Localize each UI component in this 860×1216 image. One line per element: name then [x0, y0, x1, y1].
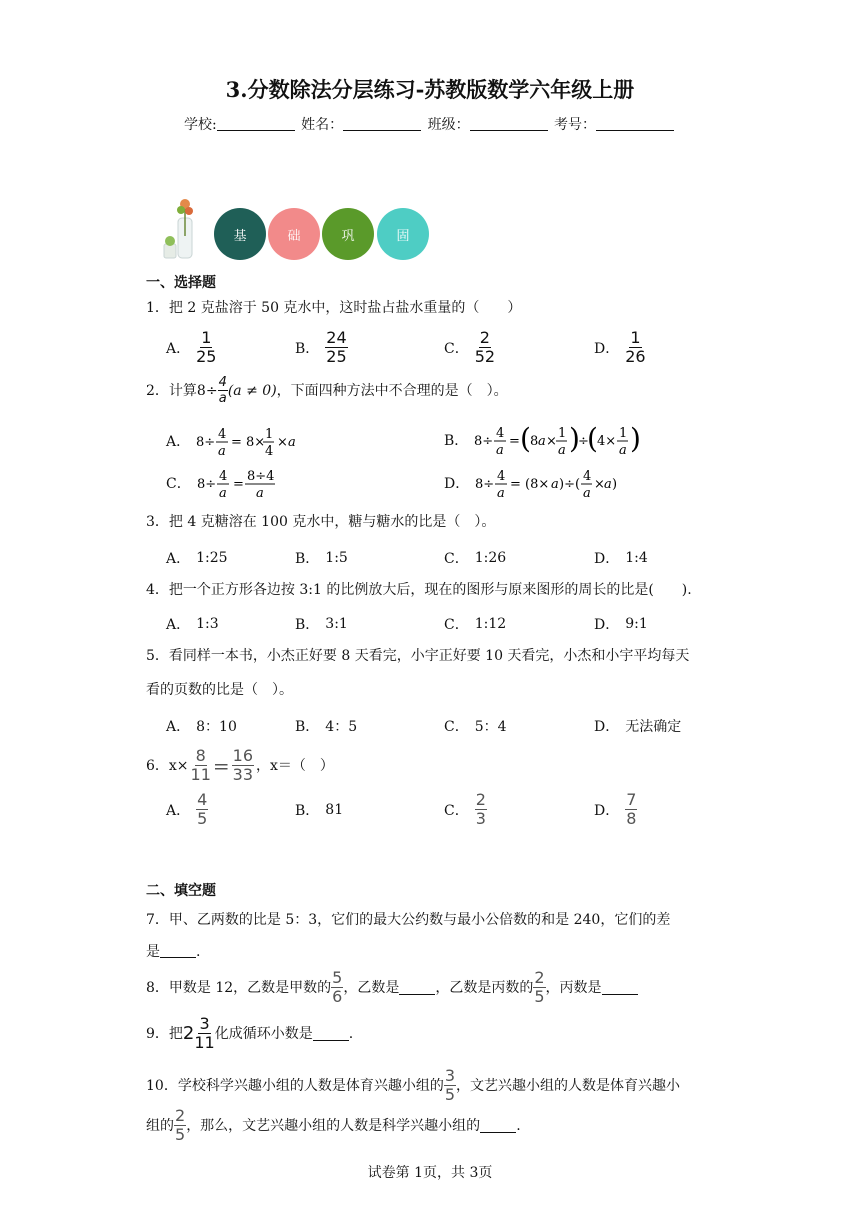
- q1-option-c[interactable]: [444, 330, 495, 365]
- svg-text:a: a: [255, 486, 264, 500]
- svg-text:×: ×: [546, 434, 558, 449]
- option-value: 1:3: [196, 616, 219, 632]
- option-value: 无法确定: [625, 719, 682, 735]
- exam-number-label: 考号：: [554, 117, 597, 133]
- option-label: C．: [444, 802, 469, 819]
- svg-text:4: 4: [496, 426, 505, 441]
- option-value: 4：5: [325, 719, 358, 735]
- svg-text:a: a: [619, 443, 628, 458]
- svg-text:a: a: [558, 443, 567, 458]
- fraction: [625, 330, 645, 365]
- svg-text:= 8×: = 8×: [231, 435, 266, 450]
- q2-option-d[interactable]: [444, 466, 625, 500]
- question-1: 1．把 2 克盐溶于 50 克水中，这时盐占盐水重量的（ ）: [146, 300, 522, 316]
- q5-option-d[interactable]: [594, 716, 681, 736]
- svg-text:a: a: [497, 486, 505, 500]
- q6-option-c[interactable]: [444, 792, 487, 827]
- svg-text:a: a: [604, 477, 612, 492]
- numerator: 2: [475, 790, 486, 809]
- option-label: C．: [444, 719, 469, 735]
- q3-option-c[interactable]: [444, 548, 506, 568]
- q6-option-d[interactable]: [594, 792, 637, 827]
- denominator: 25: [196, 347, 217, 366]
- q9-text-2: 化成循环小数是: [214, 1025, 313, 1042]
- denominator: 25: [326, 347, 347, 366]
- question-10-line-1: [146, 1068, 680, 1103]
- fraction: [191, 748, 211, 783]
- q6-suffix: ，x＝（ ）: [256, 757, 334, 774]
- exam-number-blank[interactable]: [596, 116, 674, 131]
- svg-text:a: a: [288, 435, 296, 450]
- svg-text:8: 8: [530, 434, 539, 449]
- q2-option-c[interactable]: [166, 466, 287, 500]
- option-value: 1:4: [625, 550, 648, 566]
- option-label: A．: [166, 340, 191, 357]
- question-4: 4．把一个正方形各边按 3:1 的比例放大后，现在的图形与原来图形的周长的比是( ).: [146, 582, 692, 598]
- svg-text:=: =: [509, 434, 521, 449]
- svg-text:1: 1: [265, 427, 274, 442]
- svg-text:×: ×: [594, 477, 606, 492]
- banner-circle-3: [322, 208, 374, 260]
- numerator: 4: [218, 375, 227, 390]
- school-label: 学校:: [183, 117, 217, 133]
- fraction: [196, 792, 208, 827]
- option-label: D．: [594, 340, 620, 357]
- q2-suffix: ，下面四种方法中不合理的是（ ）。: [276, 382, 508, 399]
- option-label: D．: [444, 476, 470, 492]
- question-5-line-1: 5．看同样一本书，小杰正好要 8 天看完，小宇正好要 10 天看完，小杰和小宇平均每天: [146, 648, 690, 664]
- svg-text:(: (: [587, 422, 599, 455]
- q2-option-a[interactable]: [166, 424, 306, 458]
- mixed-number: [183, 1016, 215, 1051]
- numerator: 3: [199, 1014, 210, 1033]
- denominator: 26: [625, 347, 646, 366]
- q3-option-b[interactable]: [295, 548, 348, 568]
- denominator: 52: [474, 347, 496, 366]
- q3-option-a[interactable]: [166, 548, 228, 568]
- svg-text:(: (: [520, 422, 532, 455]
- q5-option-c[interactable]: [444, 716, 507, 736]
- numerator: 8: [195, 746, 206, 765]
- numerator: 4: [197, 790, 208, 809]
- svg-text:): ): [569, 422, 581, 455]
- denominator: 3: [475, 809, 486, 828]
- option-label: C．: [444, 617, 469, 633]
- option-label: B．: [444, 433, 469, 449]
- denominator: 33: [232, 765, 254, 784]
- option-value: 1:12: [474, 616, 507, 632]
- q6-option-a[interactable]: [166, 792, 208, 827]
- banner-circle-4: [377, 208, 429, 260]
- option-value: 1:26: [474, 550, 507, 566]
- q8-text-1: 8．甲数是 12，乙数是甲数的: [146, 979, 332, 996]
- denominator: a: [218, 391, 227, 406]
- numerator: 2: [479, 328, 490, 347]
- svg-text:a: a: [218, 444, 226, 458]
- q4-option-c[interactable]: [444, 614, 506, 634]
- fraction: [331, 970, 343, 1005]
- q10-text-1: 10．学校科学兴趣小组的人数是体育兴趣小组的: [146, 1077, 444, 1094]
- q4-option-b[interactable]: [295, 614, 348, 634]
- fraction: [218, 376, 228, 405]
- q10-text-4: ，那么，文艺兴趣小组的人数是科学兴趣小组的: [186, 1117, 481, 1134]
- denominator: 11: [194, 1033, 215, 1052]
- svg-text:=: =: [232, 477, 244, 492]
- q4-option-d[interactable]: [594, 614, 648, 634]
- question-5-line-2: 看的页数的比是（ ）。: [146, 682, 293, 698]
- q2-option-b[interactable]: [444, 420, 644, 460]
- option-label: B．: [295, 617, 320, 633]
- option-label: C．: [166, 476, 191, 492]
- student-info-line: [0, 114, 860, 134]
- option-value: 1:25: [196, 550, 228, 566]
- option-label: B．: [295, 340, 320, 357]
- page-footer: 试卷第 1页，共 3页: [367, 1165, 493, 1181]
- svg-text:a: a: [583, 486, 591, 500]
- option-label: B．: [295, 719, 320, 735]
- question-7-line-1: 7．甲、乙两数的比是 5：3，它们的最大公约数与最小公倍数的和是 240，它们的差: [146, 912, 671, 928]
- option-label: C．: [444, 340, 469, 357]
- q8-text-4: ，丙数是: [545, 979, 602, 996]
- svg-text:4: 4: [218, 469, 227, 484]
- svg-text:×: ×: [277, 435, 289, 450]
- fraction: [625, 792, 637, 827]
- class-blank[interactable]: [470, 116, 548, 131]
- svg-text:8÷: 8÷: [196, 435, 216, 450]
- q10-text-3: 组的: [146, 1117, 174, 1134]
- banner-label-3: 巩: [341, 228, 355, 244]
- denominator: 11: [190, 765, 211, 784]
- q5-option-b[interactable]: [295, 716, 357, 736]
- formula-d: [475, 466, 625, 500]
- class-label: 班级：: [427, 117, 470, 133]
- numerator: 1: [630, 328, 641, 347]
- numerator: 24: [326, 328, 347, 347]
- plant-vase-icon: [160, 196, 200, 262]
- option-label: D．: [594, 551, 620, 567]
- answer-blank[interactable]: [313, 1026, 349, 1041]
- option-label: D．: [594, 617, 620, 633]
- q5-option-a[interactable]: [166, 716, 237, 736]
- svg-text:a: a: [551, 477, 559, 492]
- banner-circle-2: [268, 208, 320, 260]
- svg-text:a: a: [218, 486, 227, 500]
- q2-condition: (a ≠ 0): [227, 382, 277, 399]
- svg-text:1: 1: [558, 426, 567, 441]
- svg-text:a: a: [538, 434, 547, 449]
- numerator: 2: [175, 1106, 186, 1125]
- option-label: D．: [594, 802, 620, 819]
- q1-option-a[interactable]: [166, 330, 216, 365]
- svg-text:)÷(: )÷(: [559, 477, 581, 492]
- svg-text:8÷: 8÷: [475, 477, 495, 492]
- fraction: [475, 792, 487, 827]
- whole-part: 2: [182, 1022, 195, 1044]
- fraction: [174, 1108, 186, 1143]
- fraction: [196, 330, 216, 365]
- fraction: [444, 1068, 456, 1103]
- banner-circle-1: [214, 208, 266, 260]
- numerator: 1: [201, 328, 212, 347]
- svg-text:4: 4: [218, 427, 227, 442]
- svg-text:a: a: [496, 443, 505, 458]
- option-label: A．: [166, 719, 191, 735]
- fraction: [475, 330, 495, 365]
- question-7-line-2: [146, 942, 200, 962]
- svg-text:4: 4: [497, 469, 506, 484]
- svg-text:8÷: 8÷: [474, 434, 494, 449]
- section-fill-title: 二、填空题: [146, 883, 216, 899]
- svg-text:8÷: 8÷: [196, 477, 216, 492]
- fraction: [533, 970, 545, 1005]
- q1-option-d[interactable]: [594, 330, 646, 365]
- option-label: B．: [295, 551, 320, 567]
- numerator: 2: [534, 968, 545, 987]
- q8-text-2: ，乙数是: [343, 979, 400, 996]
- denominator: 6: [332, 987, 343, 1006]
- numerator: 7: [626, 790, 637, 809]
- banner-label-1: 基: [233, 228, 247, 244]
- page-title: 3.分数除法分层练习-苏教版数学六年级上册: [225, 77, 635, 102]
- denominator: 5: [197, 809, 208, 828]
- fraction: [232, 748, 254, 783]
- option-label: D．: [594, 719, 620, 735]
- numerator: 3: [444, 1066, 456, 1085]
- q9-text-3: .: [348, 1025, 354, 1042]
- option-value: 3:1: [325, 616, 348, 632]
- option-label: B．: [295, 803, 320, 819]
- banner-label-2: 础: [287, 228, 301, 244]
- svg-text:4×: 4×: [597, 434, 617, 449]
- question-9: [146, 1016, 353, 1051]
- answer-blank[interactable]: [602, 980, 638, 995]
- option-label: A．: [166, 551, 191, 567]
- option-value: 1:5: [325, 550, 348, 566]
- option-value: 5：4: [474, 719, 507, 735]
- question-2: [146, 376, 508, 405]
- denominator: 5: [444, 1085, 456, 1104]
- q8-text-3: ，乙数是丙数的: [435, 979, 534, 996]
- question-10-line-2: [146, 1108, 521, 1143]
- option-value: 81: [325, 802, 344, 818]
- q9-text-1: 9．把: [146, 1025, 183, 1042]
- svg-text:4: 4: [583, 469, 592, 484]
- school-blank[interactable]: [217, 116, 295, 131]
- question-6: [146, 748, 334, 783]
- q4-option-a[interactable]: [166, 614, 219, 634]
- option-label: A．: [166, 617, 191, 633]
- q7-suffix: .: [196, 944, 201, 960]
- svg-text:= (8×: = (8×: [510, 477, 550, 492]
- q10-text-2: ，文艺兴趣小组的人数是体育兴趣小: [456, 1077, 681, 1094]
- fraction: [194, 1016, 214, 1051]
- svg-text:÷: ÷: [578, 434, 590, 449]
- option-value: 8：10: [196, 719, 237, 735]
- svg-text:1: 1: [619, 426, 628, 441]
- answer-blank[interactable]: [480, 1118, 516, 1133]
- section-choice-title: 一、选择题: [146, 275, 216, 291]
- q2-expr: 8÷: [196, 382, 218, 399]
- banner-label-4: 固: [396, 228, 410, 244]
- name-label: 姓名：: [301, 117, 344, 133]
- svg-text:): ): [612, 477, 618, 492]
- numerator: 5: [332, 968, 343, 987]
- svg-text:4: 4: [265, 444, 274, 458]
- option-label: A．: [166, 802, 191, 819]
- answer-blank[interactable]: [399, 980, 435, 995]
- formula-b: [474, 420, 644, 460]
- question-8: [146, 970, 638, 1005]
- option-label: A．: [166, 434, 191, 450]
- q2-prefix: 2．计算: [146, 382, 197, 399]
- q6-prefix: 6．x×: [146, 757, 189, 774]
- name-blank[interactable]: [343, 116, 421, 131]
- q3-option-d[interactable]: [594, 548, 648, 568]
- question-3: 3．把 4 克糖溶在 100 克水中，糖与糖水的比是（ ）。: [146, 514, 496, 530]
- svg-text:8÷4: 8÷4: [246, 469, 275, 484]
- fraction: [325, 330, 347, 365]
- q6-option-b[interactable]: [295, 800, 343, 820]
- denominator: 8: [626, 809, 637, 828]
- numerator: 16: [232, 746, 254, 765]
- option-label: C．: [444, 551, 469, 567]
- denominator: 5: [175, 1125, 186, 1144]
- formula-a: [196, 424, 306, 458]
- q7-prefix: 是: [146, 944, 160, 960]
- formula-c: [197, 466, 287, 500]
- q1-option-b[interactable]: [295, 330, 348, 365]
- option-value: 9:1: [625, 616, 648, 632]
- equals-sign: =: [212, 753, 230, 778]
- svg-text:): ): [630, 422, 642, 455]
- denominator: 5: [534, 987, 545, 1006]
- answer-blank[interactable]: [160, 943, 196, 958]
- q10-text-5: .: [516, 1117, 521, 1134]
